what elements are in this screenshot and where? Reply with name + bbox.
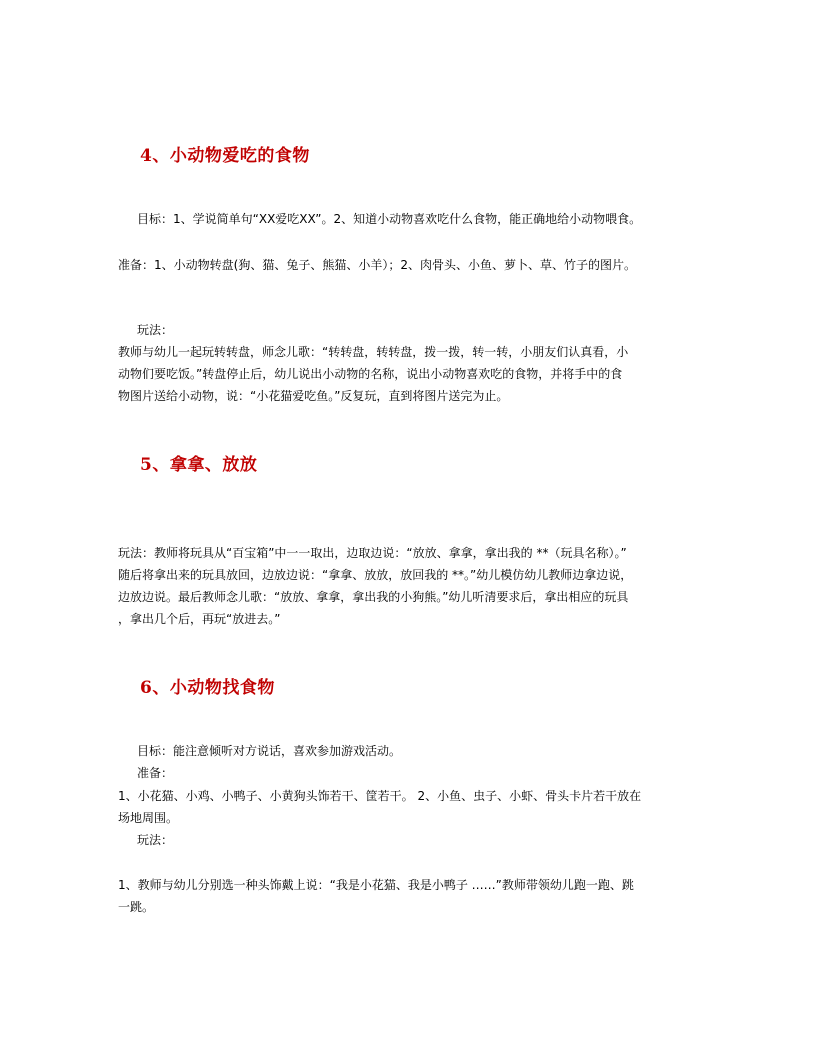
section-6-title: 6、小动物找食物 (140, 678, 275, 698)
section-5-play-line-1: 玩法：教师将玩具从“百宝箱”中一一取出，边取边说：“放放、拿拿，拿出我的 **（玩具名称）。” (118, 546, 627, 560)
section-4-goal: 目标：1、学说简单句“XX爱吃XX”。2、知道小动物喜欢吃什么食物，能正确地给小动物喂食。 (137, 212, 642, 226)
section-4-prep: 准备：1、小动物转盘(狗、猫、兔子、熊猫、小羊）；2、肉骨头、小鱼、萝卜、草、竹子的图片。 (118, 258, 636, 272)
section-4-title: 4、小动物爱吃的食物 (140, 146, 310, 166)
section-5-play-line-2: 随后将拿出来的玩具放回，边放边说：“拿拿、放放，放回我的 **。”幼儿模仿幼儿教师边拿边说， (118, 568, 633, 582)
section-6-play-line-2: 一跳。 (118, 900, 155, 914)
section-4-play-line-1: 教师与幼儿一起玩转转盘，师念儿歌：“转转盘，转转盘，拨一拨，转一转，小朋友们认真看，小 (118, 345, 629, 359)
section-6-prep-line-2: 场地周围。 (118, 811, 179, 825)
section-4-play-line-2: 动物们要吃饭。”转盘停止后，幼儿说出小动物的名称，说出小动物喜欢吃的食物，并将手中的食 (118, 367, 623, 381)
section-6-play-label: 玩法： (137, 833, 174, 847)
section-6-goal: 目标：能注意倾听对方说话，喜欢参加游戏活动。 (137, 744, 402, 758)
section-4-play-label: 玩法： (137, 323, 174, 337)
section-6-play-line-1: 1、教师与幼儿分别选一种头饰戴上说：“我是小花猫、我是小鸭子 ……”教师带领幼儿跑一跑、跳 (118, 878, 634, 892)
section-6-prep-label: 准备： (137, 766, 174, 780)
section-4-play-line-3: 物图片送给小动物，说：“小花猫爱吃鱼。”反复玩，直到将图片送完为止。 (118, 389, 509, 403)
section-5-title: 5、拿拿、放放 (140, 455, 258, 475)
section-5-play-line-4: ，拿出几个后，再玩“放进去。” (118, 612, 281, 626)
section-6-prep-line-1: 1、小花猫、小鸡、小鸭子、小黄狗头饰若干、筐若干。 2、小鱼、虫子、小虾、骨头卡片若干放在 (118, 789, 642, 803)
section-5-play-line-3: 边放边说。最后教师念儿歌：“放放、拿拿，拿出我的小狗熊。”幼儿听清要求后，拿出相应的玩具 (118, 590, 629, 604)
